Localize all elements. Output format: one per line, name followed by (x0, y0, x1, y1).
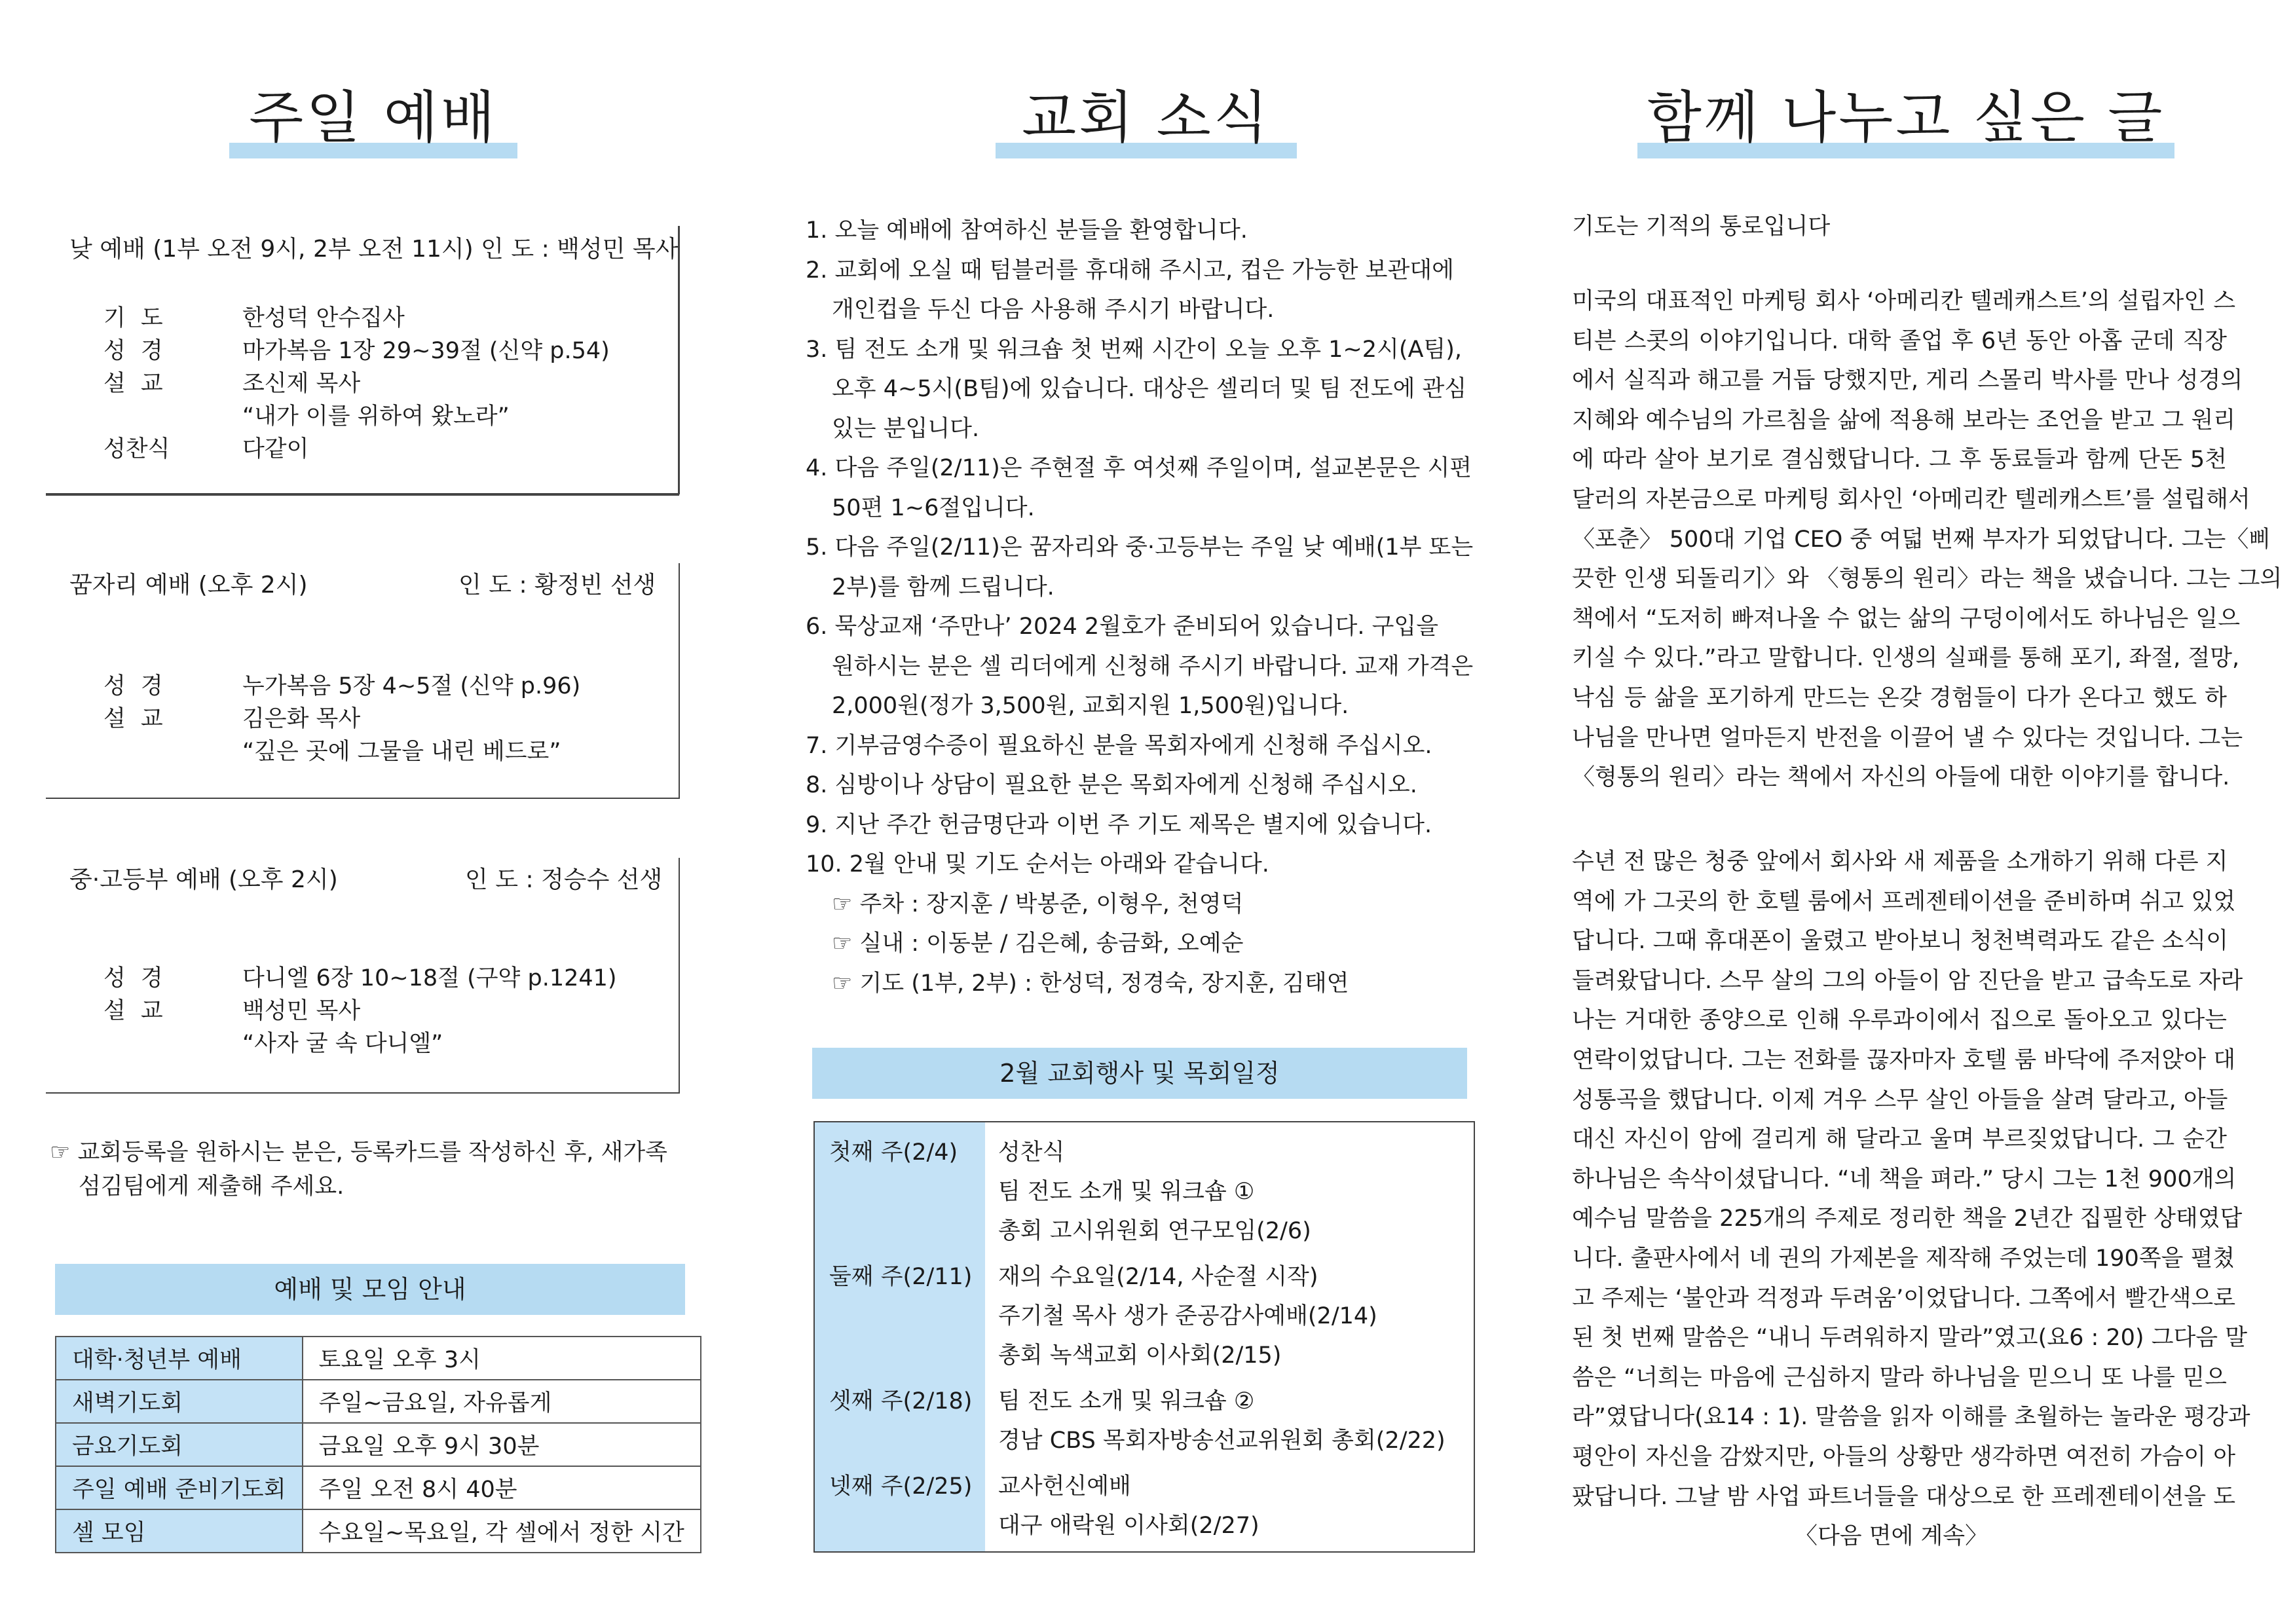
meetings-table (55, 1336, 701, 1553)
essay-line: 키실 수 있다.”라고 말합니다. 인생의 실패를 통해 포기, 좌절, 절망, (1572, 645, 2240, 672)
right-column (1572, 0, 2283, 1624)
schedule-event: 재의 수요일(2/14, 사순절 시작) (998, 1264, 1318, 1290)
service-title-kids: 꿈자리 예배 (오후 2시) (69, 572, 308, 599)
schedule-event: 총회 녹색교회 이사회(2/15) (998, 1342, 1282, 1369)
schedule-week: 넷째 주(2/25) (829, 1473, 973, 1500)
list-item: 1. 오늘 예배에 참여하신 분들을 환영합니다. (806, 217, 1248, 244)
essay-line: 낙심 등 삶을 포기하게 만드는 온갖 경험들이 다가 온다고 했도 하 (1572, 684, 2227, 711)
list-item: 2. 교회에 오실 때 텀블러를 휴대해 주시고, 컵은 가능한 보관대에 (806, 257, 1454, 284)
middle-heading-wrap (806, 72, 1487, 153)
list-item: 50편 1~6절입니다. (832, 494, 1035, 521)
essay-line: 지혜와 예수님의 가르침을 삶에 적용해 보라는 조언을 받고 그 원리 (1572, 407, 2236, 434)
service-row: “사자 굴 속 다니엘” (242, 1031, 443, 1057)
essay-line: 책에서 “도저히 빠져나올 수 없는 삶의 구덩이에서도 하나님은 일으 (1572, 605, 2241, 632)
schedule-event: 총회 고시위원회 연구모임(2/6) (998, 1218, 1311, 1244)
schedule-event: 경남 CBS 목회자방송선교위원회 총회(2/22) (998, 1428, 1446, 1454)
essay-line: 평안이 자신을 감쌌지만, 아들의 상황만 생각하면 여전히 가슴이 아 (1572, 1443, 2236, 1470)
schedule-event: 팀 전도 소개 및 워크숍 ② (998, 1388, 1255, 1414)
schedule-event: 성찬식 (998, 1139, 1065, 1166)
list-item: 4. 다음 주일(2/11)은 주현절 후 여섯째 주일이며, 설교본문은 시편 (806, 455, 1472, 481)
schedule-week: 첫째 주(2/4) (829, 1139, 958, 1166)
continued-note: 〈다음 면에 계속〉 (1795, 1523, 1988, 1549)
essay-line: 라”였답니다(요14 : 1). 말씀을 읽자 이해를 초월하는 놀라운 평강과 (1572, 1404, 2250, 1431)
list-item: 9. 지난 주간 헌금명단과 이번 주 기도 제목은 별지에 있습니다. (806, 811, 1432, 838)
list-item: 원하시는 분은 셀 리더에게 신청해 주시기 바랍니다. 교재 가격은 (832, 653, 1474, 680)
essay-line: 나는 거대한 종양으로 인해 우루과이에서 집으로 돌아오고 있다는 (1572, 1007, 2227, 1034)
essay-line: 대신 자신이 암에 걸리게 해 달라고 울며 부르짖었답니다. 그 순간 (1572, 1126, 2227, 1153)
schedule-event: 주기철 목사 생가 준공감사예배(2/14) (998, 1303, 1377, 1329)
list-item: 2부)를 함께 드립니다. (832, 574, 1054, 600)
meetings-title-bar: 예배 및 모임 안내 (55, 1264, 685, 1315)
left-column (46, 0, 701, 1624)
service-row: 성 경 다니엘 6장 10~18절 (구약 p.1241) (103, 965, 617, 991)
service-row: “깊은 곳에 그물을 내린 베드로” (242, 739, 561, 765)
table-row: 주일 예배 준비기도회 주일 오전 8시 40분 (56, 1466, 701, 1509)
service-leader-youth: 인 도 : 정승수 선생 (465, 866, 663, 893)
essay-line: 끗한 인생 되돌리기〉와 〈형통의 원리〉라는 책을 냈습니다. 그는 그의 (1572, 566, 2283, 593)
essay-line: 연락이었답니다. 그는 전화를 끊자마자 호텔 룸 바닥에 주저앉아 대 (1572, 1046, 2236, 1073)
essay-paragraph-2 (1572, 842, 2250, 1517)
table-row: 새벽기도회 주일~금요일, 자유롭게 (56, 1380, 701, 1423)
service-leader-kids: 인 도 : 황정빈 선생 (458, 572, 656, 599)
essay-line: 하나님은 속삭이셨답니다. “네 책을 펴라.” 당시 그는 1천 900개의 (1572, 1166, 2237, 1192)
registration-note: ☞ 교회등록을 원하시는 분은, 등록카드를 작성하신 후, 새가족 섬김팀에게 제출해 주세요. (50, 1139, 667, 1200)
schedule-event: 교사헌신예배 (998, 1473, 1131, 1500)
list-item: ☞ 실내 : 이동분 / 김은혜, 송금화, 오예순 (832, 931, 1244, 957)
essay-line: 성통곡을 했답니다. 이제 겨우 스무 살인 아들을 살려 달라고, 아들 (1572, 1086, 2228, 1113)
essay-paragraph-1 (1572, 282, 2283, 798)
schedule-week: 둘째 주(2/11) (829, 1264, 973, 1290)
service-row: 설 교 백성민 목사 (103, 998, 361, 1024)
service-title-youth: 중·고등부 예배 (오후 2시) (69, 866, 338, 893)
essay-line: 에서 실직과 해고를 거듭 당했지만, 게리 스몰리 박사를 만나 성경의 (1572, 367, 2243, 394)
list-item: ☞ 기도 (1부, 2부) : 한성덕, 정경숙, 장지훈, 김태연 (832, 970, 1349, 997)
list-item: 2,000원(정가 3,500원, 교회지원 1,500원)입니다. (832, 693, 1349, 719)
service-title-main: 낮 예배 (1부 오전 9시, 2부 오전 11시) 인 도 : 백성민 목사 (69, 236, 679, 263)
right-heading-wrap (1572, 72, 2240, 153)
list-item: 있는 분입니다. (832, 415, 980, 442)
essay-line: 나님을 만나면 얼마든지 반전을 이끌어 낼 수 있다는 것입니다. 그는 (1572, 724, 2243, 751)
service-row: 설 교 김은화 목사 (103, 706, 361, 732)
list-item: 8. 심방이나 상담이 필요한 분은 목회자에게 신청해 주십시오. (806, 772, 1417, 798)
list-item: 6. 묵상교재 ‘주만나’ 2024 2월호가 준비되어 있습니다. 구입을 (806, 614, 1439, 640)
table-row: 셀 모임 수요일~목요일, 각 셀에서 정한 시간 (56, 1509, 701, 1553)
service-row: 성 경 마가복음 1장 29~39절 (신약 p.54) (103, 338, 610, 364)
list-item: 오후 4~5시(B팀)에 있습니다. 대상은 셀리더 및 팀 전도에 관심 (832, 376, 1467, 402)
news-list (806, 211, 1473, 1003)
essay-line: 티븐 스콧의 이야기입니다. 대학 졸업 후 6년 동안 아홉 군데 직장 (1572, 327, 2227, 354)
service-row: “내가 이를 위하여 왔노라” (242, 403, 510, 430)
left-heading-wrap (46, 72, 701, 153)
essay-line: 달러의 자본금으로 마케팅 회사인 ‘아메리칸 텔레캐스트’를 설립해서 (1572, 486, 2250, 513)
essay-line: 예수님 말씀을 225개의 주제로 정리한 책을 2년간 집필한 상태였답 (1572, 1206, 2243, 1232)
table-row: 금요기도회 금요일 오후 9시 30분 (56, 1423, 701, 1466)
middle-column (806, 0, 1487, 1624)
essay-line: 된 첫 번째 말씀은 “내니 두려워하지 말라”였고(요6 : 20) 그다음 말 (1572, 1325, 2248, 1352)
essay-line: 〈형통의 원리〉라는 책에서 자신의 아들에 대한 이야기를 합니다. (1572, 764, 2230, 791)
schedule-title-bar: 2월 교회행사 및 목회일정 (812, 1048, 1467, 1099)
service-row: 성 경 누가복음 5장 4~5절 (신약 p.96) (103, 673, 581, 699)
essay-line: 답니다. 그때 휴대폰이 울렸고 받아보니 청천벽력과도 같은 소식이 (1572, 928, 2228, 955)
list-item: 개인컵을 두신 다음 사용해 주시기 바랍니다. (832, 297, 1275, 323)
list-item: ☞ 주차 : 장지훈 / 박봉준, 이형우, 천영덕 (832, 891, 1244, 917)
service-row: 기 도 한성덕 안수집사 (103, 305, 405, 331)
essay-line: 팠답니다. 그날 밤 사업 파트너들을 대상으로 한 프레젠테이션을 도 (1572, 1483, 2236, 1510)
schedule-week: 셋째 주(2/18) (829, 1388, 973, 1414)
essay-line: 에 따라 살아 보기로 결심했답니다. 그 후 동료들과 함께 단돈 5천 (1572, 447, 2227, 473)
list-item: 5. 다음 주일(2/11)은 꿈자리와 중·고등부는 주일 낮 예배(1부 또는 (806, 534, 1474, 561)
essay-line: 미국의 대표적인 마케팅 회사 ‘아메리칸 텔레캐스트’의 설립자인 스 (1572, 288, 2236, 314)
essay-line: 씀은 “너희는 마음에 근심하지 말라 하나님을 믿으니 또 나를 믿으 (1572, 1364, 2227, 1391)
essay-line: 역에 가 그곳의 한 호텔 룸에서 프레젠테이션을 준비하며 쉬고 있었 (1572, 888, 2236, 915)
essay-line: 〈포춘〉 500대 기업 CEO 중 여덟 번째 부자가 되었답니다. 그는〈삐 (1572, 526, 2271, 553)
service-row: 성찬식 다같이 (103, 436, 309, 462)
table-row: 대학·청년부 예배 토요일 오후 3시 (56, 1337, 701, 1380)
list-item: 7. 기부금영수증이 필요하신 분을 목회자에게 신청해 주십시오. (806, 732, 1432, 759)
news-heading: 교회 소식 (1022, 85, 1271, 151)
essay-line: 들려왔답니다. 스무 살의 그의 아들이 암 진단을 받고 급속도로 자라 (1572, 967, 2243, 994)
sharing-heading: 함께 나누고 싶은 글 (1647, 85, 2165, 151)
essay-line: 고 주제는 ‘불안과 걱정과 두려움’이었답니다. 그쪽에서 빨간색으로 (1572, 1285, 2236, 1312)
essay-line: 수년 전 많은 청중 앞에서 회사와 새 제품을 소개하기 위해 다른 지 (1572, 849, 2228, 875)
list-item: 3. 팀 전도 소개 및 워크숍 첫 번째 시간이 오늘 오후 1~2시(A팀), (806, 336, 1463, 363)
worship-heading: 주일 예배 (249, 85, 498, 151)
schedule-box (813, 1121, 1475, 1553)
list-item: 10. 2월 안내 및 기도 순서는 아래와 같습니다. (806, 851, 1269, 877)
schedule-event: 대구 애락원 이사회(2/27) (998, 1513, 1259, 1539)
essay-line: 니다. 출판사에서 네 권의 가제본을 제작해 주었는데 190쪽을 펼쳤 (1572, 1245, 2235, 1272)
essay-title: 기도는 기적의 통로입니다 (1572, 213, 1831, 240)
schedule-event: 팀 전도 소개 및 워크숍 ① (998, 1179, 1255, 1205)
service-row: 설 교 조신제 목사 (103, 371, 361, 397)
